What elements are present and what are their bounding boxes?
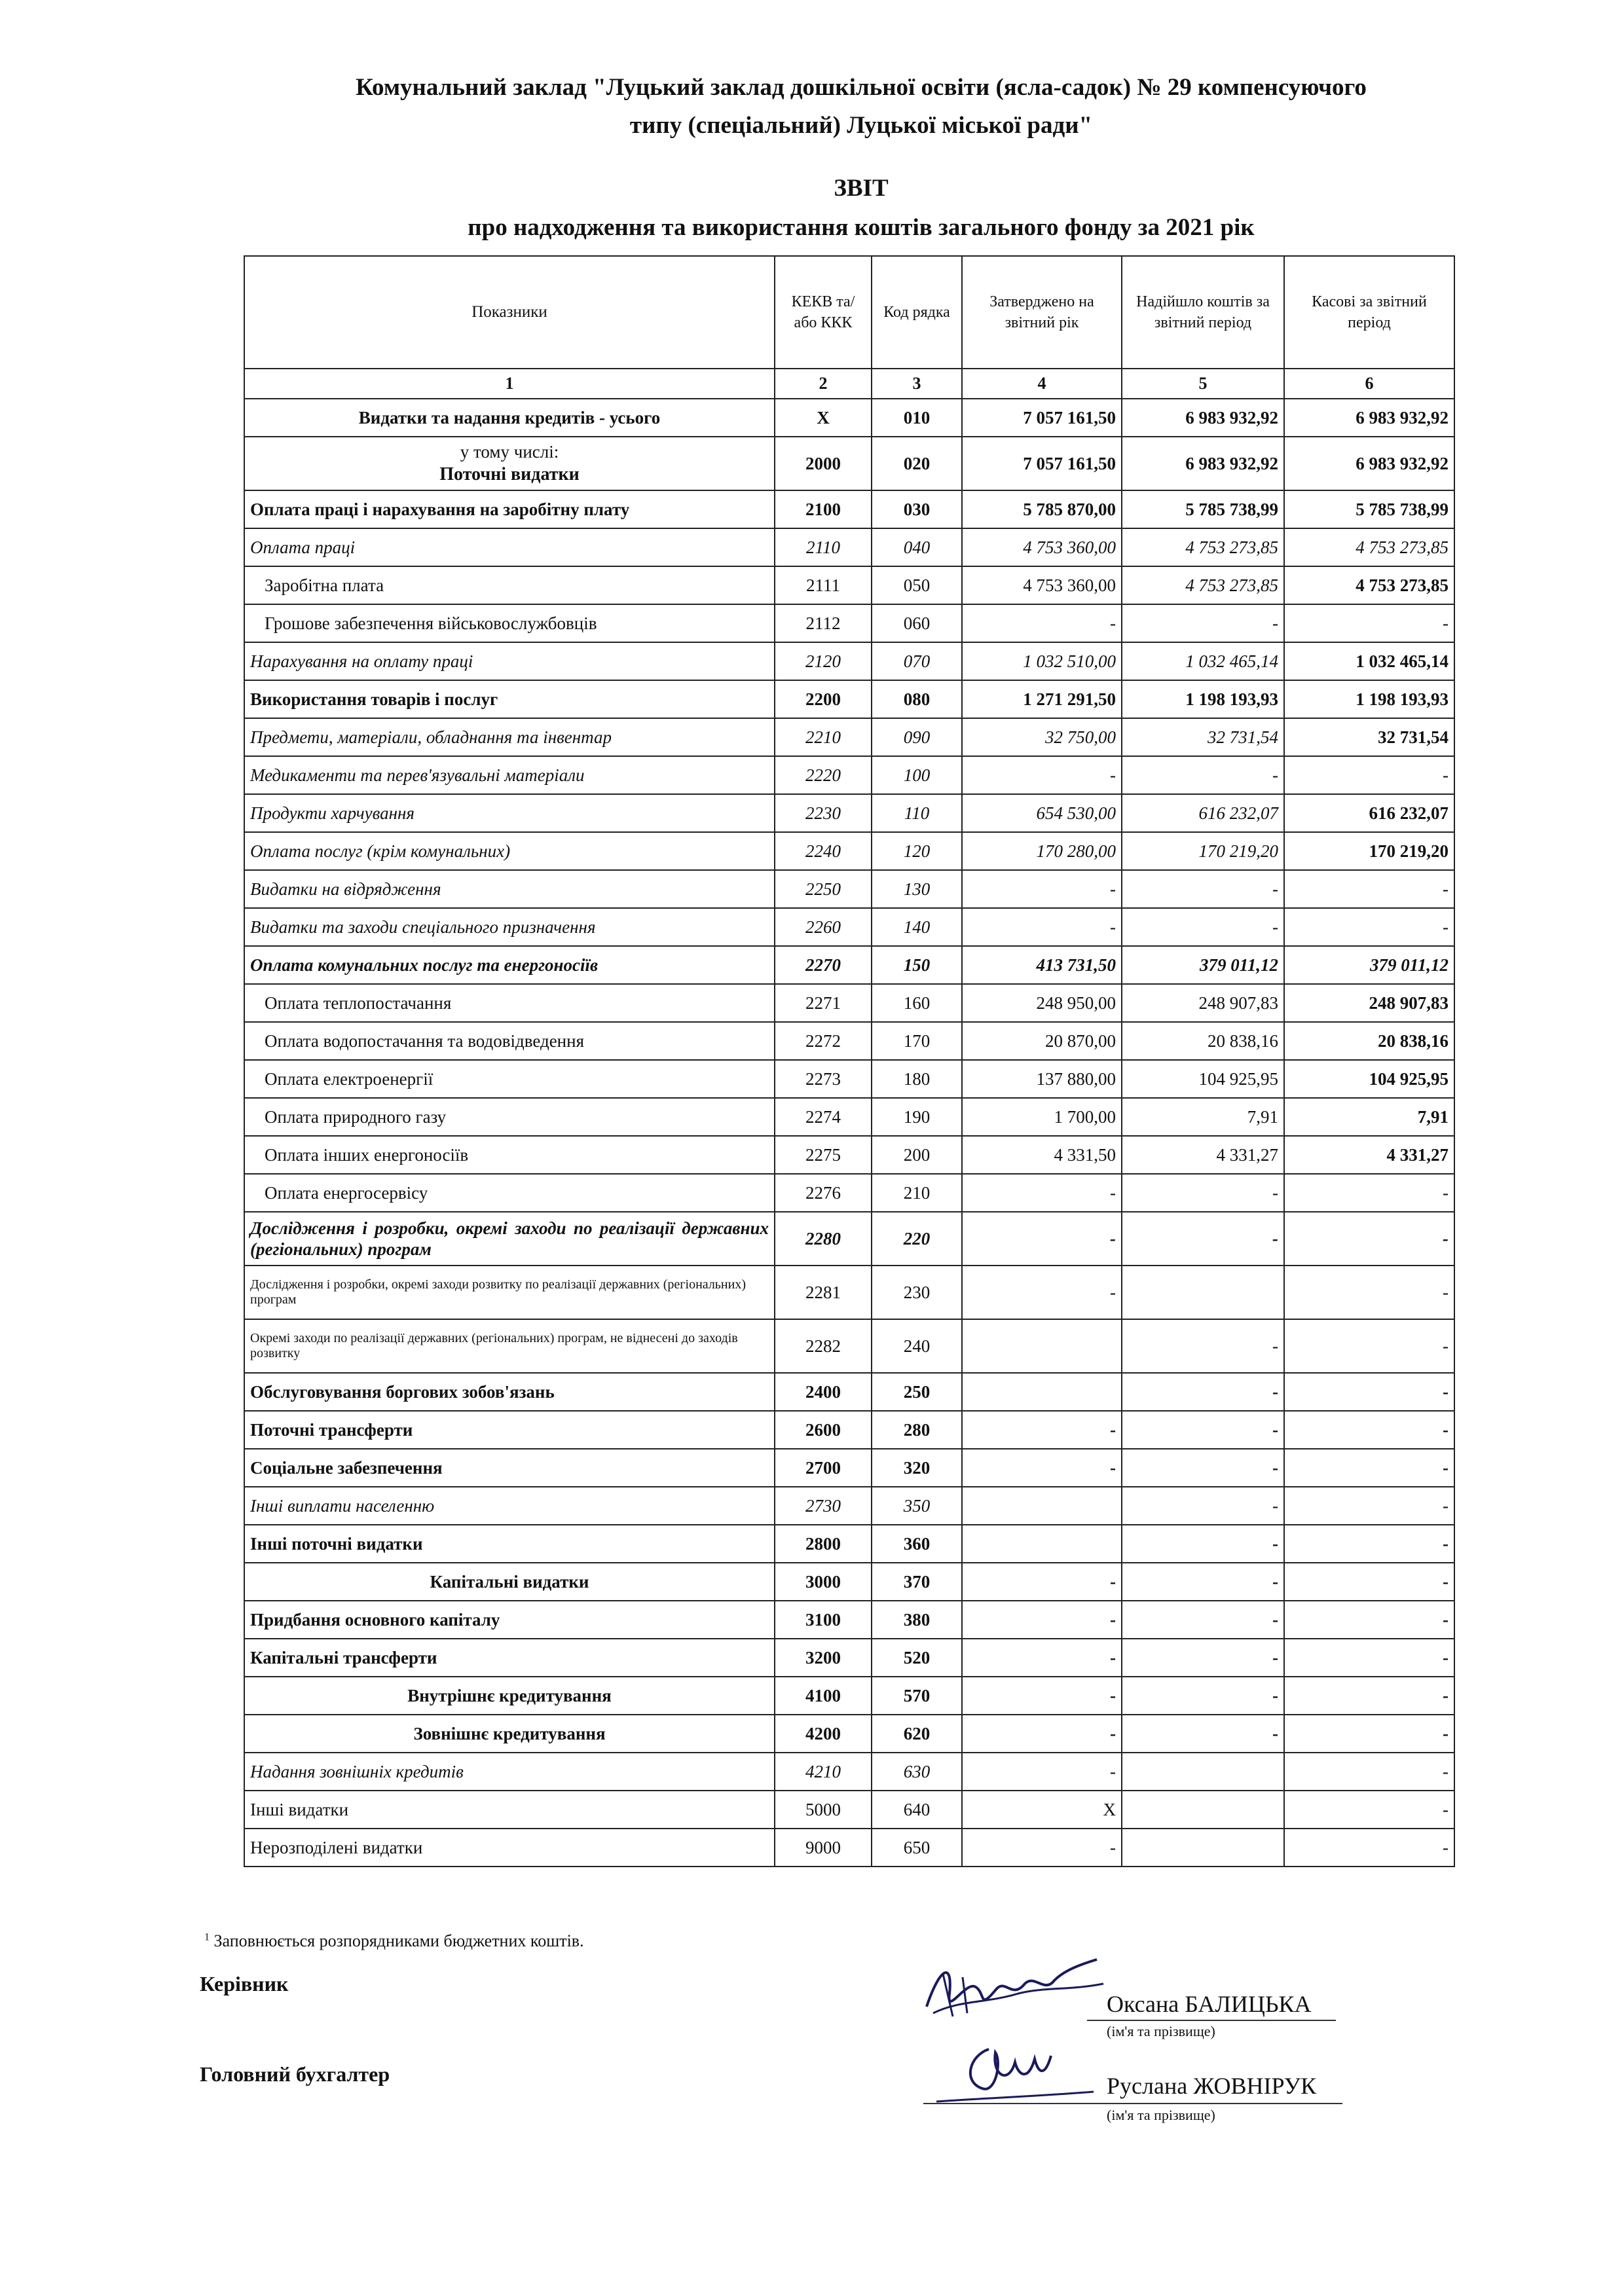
row-code: 070 xyxy=(872,642,962,680)
row-approved: 5 785 870,00 xyxy=(962,490,1122,528)
row-cash: 1 198 193,93 xyxy=(1284,680,1454,718)
row-code: 060 xyxy=(872,604,962,642)
row-code: 090 xyxy=(872,718,962,756)
row-kekv: 2200 xyxy=(775,680,872,718)
row-kekv: 2282 xyxy=(775,1319,872,1373)
accountant-signature-line xyxy=(923,2103,1342,2104)
row-received: 7,91 xyxy=(1122,1098,1284,1136)
column-number: 2 xyxy=(775,369,872,399)
row-received: 4 753 273,85 xyxy=(1122,528,1284,566)
row-received: - xyxy=(1122,1715,1284,1753)
row-approved: 1 271 291,50 xyxy=(962,680,1122,718)
row-received: 170 219,20 xyxy=(1122,832,1284,870)
row-received: - xyxy=(1122,1601,1284,1639)
row-cash: - xyxy=(1284,1639,1454,1677)
row-code: 040 xyxy=(872,528,962,566)
row-approved: - xyxy=(962,1639,1122,1677)
table-row xyxy=(244,490,1454,528)
row-kekv: 2600 xyxy=(775,1411,872,1449)
table-row xyxy=(244,642,1454,680)
row-code: 240 xyxy=(872,1319,962,1373)
row-code: 630 xyxy=(872,1753,962,1791)
row-received: - xyxy=(1122,1563,1284,1601)
table-row xyxy=(244,1136,1454,1174)
footnote-mark: 1 xyxy=(204,1931,210,1943)
row-received: 20 838,16 xyxy=(1122,1022,1284,1060)
row-cash: - xyxy=(1284,1715,1454,1753)
row-approved: - xyxy=(962,1411,1122,1449)
row-kekv: 2250 xyxy=(775,870,872,908)
row-kekv: 2700 xyxy=(775,1449,872,1487)
table-row xyxy=(244,1639,1454,1677)
row-label-prefix: у тому числі: xyxy=(460,441,559,462)
row-code: 190 xyxy=(872,1098,962,1136)
accountant-name: Руслана ЖОВНІРУК xyxy=(1107,2073,1317,2099)
row-approved: 137 880,00 xyxy=(962,1060,1122,1098)
row-label: Оплата послуг (крім комунальних) xyxy=(244,832,775,870)
table-row xyxy=(244,1060,1454,1098)
row-code: 020 xyxy=(872,437,962,490)
row-received: 379 011,12 xyxy=(1122,946,1284,984)
table-row xyxy=(244,946,1454,984)
row-received xyxy=(1122,1753,1284,1791)
row-kekv: Х xyxy=(775,399,872,437)
row-cash: 4 753 273,85 xyxy=(1284,528,1454,566)
row-code: 010 xyxy=(872,399,962,437)
row-received: 32 731,54 xyxy=(1122,718,1284,756)
row-approved: - xyxy=(962,1677,1122,1715)
table-row xyxy=(244,1449,1454,1487)
row-label: Капітальні трансферти xyxy=(244,1639,775,1677)
row-kekv: 2273 xyxy=(775,1060,872,1098)
row-code: 640 xyxy=(872,1791,962,1829)
row-code: 200 xyxy=(872,1136,962,1174)
row-kekv: 2112 xyxy=(775,604,872,642)
row-cash: - xyxy=(1284,1563,1454,1601)
row-received: - xyxy=(1122,1449,1284,1487)
row-code: 100 xyxy=(872,756,962,794)
row-cash: 170 219,20 xyxy=(1284,832,1454,870)
row-code: 320 xyxy=(872,1449,962,1487)
row-code: 220 xyxy=(872,1212,962,1266)
row-kekv: 2280 xyxy=(775,1212,872,1266)
row-received: - xyxy=(1122,908,1284,946)
row-cash: - xyxy=(1284,1266,1454,1319)
table-row xyxy=(244,1212,1454,1266)
row-kekv: 2270 xyxy=(775,946,872,984)
table-row xyxy=(244,908,1454,946)
footnote-text: Заповнюється розпорядниками бюджетних коштів. xyxy=(213,1931,584,1950)
row-cash: 20 838,16 xyxy=(1284,1022,1454,1060)
table-row xyxy=(244,1022,1454,1060)
row-received: 248 907,83 xyxy=(1122,984,1284,1022)
row-cash: - xyxy=(1284,1525,1454,1563)
row-approved: 1 700,00 xyxy=(962,1098,1122,1136)
row-received xyxy=(1122,1791,1284,1829)
row-cash: - xyxy=(1284,1449,1454,1487)
table-row xyxy=(244,756,1454,794)
row-cash: 616 232,07 xyxy=(1284,794,1454,832)
row-cash: - xyxy=(1284,1212,1454,1266)
row-label: Інші поточні видатки xyxy=(244,1525,775,1563)
row-received: 5 785 738,99 xyxy=(1122,490,1284,528)
row-received: 6 983 932,92 xyxy=(1122,399,1284,437)
row-approved: 170 280,00 xyxy=(962,832,1122,870)
column-number: 6 xyxy=(1284,369,1454,399)
org-name-line1: Комунальний заклад "Луцький заклад дошкільної освіти (ясла-садок) № 29 компенсуючого xyxy=(356,74,1367,101)
row-label: Інші виплати населенню xyxy=(244,1487,775,1525)
row-label: Використання товарів і послуг xyxy=(244,680,775,718)
row-cash: 6 983 932,92 xyxy=(1284,399,1454,437)
row-received: 6 983 932,92 xyxy=(1122,437,1284,490)
row-cash: 4 331,27 xyxy=(1284,1136,1454,1174)
report-table xyxy=(244,255,1455,1867)
row-label: Продукти харчування xyxy=(244,794,775,832)
row-received: - xyxy=(1122,1174,1284,1212)
table-row xyxy=(244,1319,1454,1373)
row-approved: - xyxy=(962,1601,1122,1639)
accountant-role: Головний бухгалтер xyxy=(200,2062,390,2086)
table-header-row xyxy=(244,256,1454,369)
row-cash: 1 032 465,14 xyxy=(1284,642,1454,680)
table-row xyxy=(244,604,1454,642)
column-header: Затверджено на звітний рік xyxy=(962,256,1122,369)
table-row xyxy=(244,1266,1454,1319)
row-kekv: 2100 xyxy=(775,490,872,528)
table-row xyxy=(244,832,1454,870)
row-received: 4 331,27 xyxy=(1122,1136,1284,1174)
column-header: Код рядка xyxy=(872,256,962,369)
table-row xyxy=(244,718,1454,756)
row-received xyxy=(1122,1266,1284,1319)
row-label: Видатки на відрядження xyxy=(244,870,775,908)
row-code: 210 xyxy=(872,1174,962,1212)
row-approved: 4 753 360,00 xyxy=(962,528,1122,566)
row-label: Грошове забезпечення військовослужбовців xyxy=(244,604,775,642)
row-approved: 7 057 161,50 xyxy=(962,399,1122,437)
row-approved: - xyxy=(962,870,1122,908)
row-received: 1 032 465,14 xyxy=(1122,642,1284,680)
row-label: Поточні трансферти xyxy=(244,1411,775,1449)
accountant-name-hint: (ім'я та прізвище) xyxy=(1107,2107,1215,2123)
row-cash: 7,91 xyxy=(1284,1098,1454,1136)
row-code: 120 xyxy=(872,832,962,870)
row-label: Видатки та надання кредитів - усього xyxy=(244,399,775,437)
row-kekv: 2400 xyxy=(775,1373,872,1411)
row-cash: - xyxy=(1284,1829,1454,1867)
row-cash: - xyxy=(1284,1174,1454,1212)
table-row xyxy=(244,1791,1454,1829)
row-cash: 379 011,12 xyxy=(1284,946,1454,984)
row-approved: - xyxy=(962,908,1122,946)
row-cash: 104 925,95 xyxy=(1284,1060,1454,1098)
row-kekv: 3000 xyxy=(775,1563,872,1601)
row-kekv: 2274 xyxy=(775,1098,872,1136)
row-label: Медикаменти та перев'язувальні матеріали xyxy=(244,756,775,794)
row-code: 030 xyxy=(872,490,962,528)
table-row xyxy=(244,437,1454,490)
row-kekv: 2281 xyxy=(775,1266,872,1319)
row-kekv: 2730 xyxy=(775,1487,872,1525)
row-code: 170 xyxy=(872,1022,962,1060)
table-row xyxy=(244,1753,1454,1791)
table-row xyxy=(244,1373,1454,1411)
row-label: Придбання основного капіталу xyxy=(244,1601,775,1639)
row-label: Поточні видатки xyxy=(439,464,580,485)
head-name: Оксана БАЛИЦЬКА xyxy=(1107,1991,1312,2017)
row-cash: - xyxy=(1284,756,1454,794)
row-cash: - xyxy=(1284,908,1454,946)
column-number: 4 xyxy=(962,369,1122,399)
row-received: 4 753 273,85 xyxy=(1122,566,1284,604)
column-number: 1 xyxy=(244,369,775,399)
row-code: 110 xyxy=(872,794,962,832)
row-approved: 413 731,50 xyxy=(962,946,1122,984)
table-row xyxy=(244,1829,1454,1867)
row-kekv: 2210 xyxy=(775,718,872,756)
report-subtitle: про надходження та використання коштів загального фонду за 2021 рік xyxy=(468,214,1255,241)
table-row xyxy=(244,528,1454,566)
table-row xyxy=(244,794,1454,832)
row-label: Дослідження і розробки, окремі заходи по реалізації державних (регіональних) програм xyxy=(244,1212,775,1266)
row-approved xyxy=(962,1487,1122,1525)
row-label: Оплата водопостачання та водовідведення xyxy=(244,1022,775,1060)
row-approved: - xyxy=(962,1449,1122,1487)
row-label: Нарахування на оплату праці xyxy=(244,642,775,680)
row-received: - xyxy=(1122,1487,1284,1525)
row-kekv: 4210 xyxy=(775,1753,872,1791)
head-name-hint: (ім'я та прізвище) xyxy=(1107,2023,1215,2039)
row-cash: - xyxy=(1284,1319,1454,1373)
row-code: 380 xyxy=(872,1601,962,1639)
table-row xyxy=(244,1487,1454,1525)
row-kekv: 2271 xyxy=(775,984,872,1022)
row-label: Капітальні видатки xyxy=(244,1563,775,1601)
column-header: Надійшло коштів за звітний період xyxy=(1122,256,1284,369)
row-received: 1 198 193,93 xyxy=(1122,680,1284,718)
row-label: Надання зовнішніх кредитів xyxy=(244,1753,775,1791)
row-approved: - xyxy=(962,1563,1122,1601)
row-label: Оплата праці xyxy=(244,528,775,566)
row-label: Оплата інших енергоносіїв xyxy=(244,1136,775,1174)
row-approved: - xyxy=(962,1212,1122,1266)
row-code: 130 xyxy=(872,870,962,908)
row-kekv: 4100 xyxy=(775,1677,872,1715)
table-row xyxy=(244,566,1454,604)
footnote xyxy=(204,1931,584,1951)
row-kekv: 2240 xyxy=(775,832,872,870)
row-label: Оплата енергосервісу xyxy=(244,1174,775,1212)
row-cash: - xyxy=(1284,604,1454,642)
row-received: 104 925,95 xyxy=(1122,1060,1284,1098)
row-approved: Х xyxy=(962,1791,1122,1829)
row-received: - xyxy=(1122,756,1284,794)
row-code: 050 xyxy=(872,566,962,604)
row-label: Оплата природного газу xyxy=(244,1098,775,1136)
column-number: 3 xyxy=(872,369,962,399)
row-received: - xyxy=(1122,1525,1284,1563)
table-row xyxy=(244,984,1454,1022)
row-cash: - xyxy=(1284,1487,1454,1525)
row-received xyxy=(1122,1829,1284,1867)
table-row xyxy=(244,1601,1454,1639)
row-kekv: 3200 xyxy=(775,1639,872,1677)
row-approved: 248 950,00 xyxy=(962,984,1122,1022)
row-code: 360 xyxy=(872,1525,962,1563)
row-kekv: 2110 xyxy=(775,528,872,566)
row-kekv: 2276 xyxy=(775,1174,872,1212)
row-kekv: 9000 xyxy=(775,1829,872,1867)
table-row xyxy=(244,1174,1454,1212)
column-header: Показники xyxy=(244,256,775,369)
row-label: Оплата комунальних послуг та енергоносіїв xyxy=(244,946,775,984)
org-name-line2: типу (спеціальний) Луцької міської ради" xyxy=(629,112,1093,139)
row-cash: 4 753 273,85 xyxy=(1284,566,1454,604)
row-cash: - xyxy=(1284,1601,1454,1639)
row-approved: - xyxy=(962,1829,1122,1867)
row-code: 650 xyxy=(872,1829,962,1867)
row-label: Дослідження і розробки, окремі заходи розвитку по реалізації державних (регіональних) програм xyxy=(244,1266,775,1319)
row-cash: - xyxy=(1284,1791,1454,1829)
row-cash: - xyxy=(1284,1753,1454,1791)
row-approved: - xyxy=(962,1753,1122,1791)
row-approved: - xyxy=(962,756,1122,794)
row-code: 570 xyxy=(872,1677,962,1715)
row-label: Інші видатки xyxy=(244,1791,775,1829)
row-approved: 7 057 161,50 xyxy=(962,437,1122,490)
column-header: Касові за звітний період xyxy=(1284,256,1454,369)
row-label: Предмети, матеріали, обладнання та інвентар xyxy=(244,718,775,756)
row-code: 370 xyxy=(872,1563,962,1601)
row-kekv: 2111 xyxy=(775,566,872,604)
table-row xyxy=(244,399,1454,437)
row-cash: - xyxy=(1284,870,1454,908)
row-kekv: 2000 xyxy=(775,437,872,490)
table-row xyxy=(244,1563,1454,1601)
row-code: 250 xyxy=(872,1373,962,1411)
row-received: - xyxy=(1122,1677,1284,1715)
row-code: 160 xyxy=(872,984,962,1022)
head-role: Керівник xyxy=(200,1972,289,1995)
row-label-cell xyxy=(244,437,775,490)
row-approved xyxy=(962,1525,1122,1563)
row-kekv: 2800 xyxy=(775,1525,872,1563)
row-label: Оплата праці і нарахування на заробітну плату xyxy=(244,490,775,528)
row-kekv: 2272 xyxy=(775,1022,872,1060)
row-kekv: 2220 xyxy=(775,756,872,794)
row-approved: 1 032 510,00 xyxy=(962,642,1122,680)
row-label: Внутрішнє кредитування xyxy=(244,1677,775,1715)
row-code: 230 xyxy=(872,1266,962,1319)
row-code: 080 xyxy=(872,680,962,718)
row-received: - xyxy=(1122,1639,1284,1677)
row-received: - xyxy=(1122,1373,1284,1411)
row-approved: - xyxy=(962,1715,1122,1753)
row-label: Оплата електроенергії xyxy=(244,1060,775,1098)
row-label: Нерозподілені видатки xyxy=(244,1829,775,1867)
row-received: 616 232,07 xyxy=(1122,794,1284,832)
row-label: Окремі заходи по реалізації державних (регіональних) програм, не віднесені до заходів розвитку xyxy=(244,1319,775,1373)
row-approved: - xyxy=(962,1174,1122,1212)
row-kekv: 2120 xyxy=(775,642,872,680)
row-cash: 6 983 932,92 xyxy=(1284,437,1454,490)
row-kekv: 3100 xyxy=(775,1601,872,1639)
column-number: 5 xyxy=(1122,369,1284,399)
table-row xyxy=(244,680,1454,718)
row-code: 350 xyxy=(872,1487,962,1525)
row-received: - xyxy=(1122,1319,1284,1373)
row-label: Заробітна плата xyxy=(244,566,775,604)
row-approved: - xyxy=(962,1266,1122,1319)
row-code: 150 xyxy=(872,946,962,984)
head-signature xyxy=(913,1954,1110,2026)
table-row xyxy=(244,1411,1454,1449)
row-label: Обслуговування боргових зобов'язань xyxy=(244,1373,775,1411)
row-kekv: 4200 xyxy=(775,1715,872,1753)
head-signature-line xyxy=(1087,2020,1336,2021)
table-row xyxy=(244,1715,1454,1753)
row-approved: 4 753 360,00 xyxy=(962,566,1122,604)
row-approved xyxy=(962,1319,1122,1373)
row-code: 280 xyxy=(872,1411,962,1449)
row-kekv: 5000 xyxy=(775,1791,872,1829)
row-label: Видатки та заходи спеціального призначення xyxy=(244,908,775,946)
row-cash: 5 785 738,99 xyxy=(1284,490,1454,528)
row-kekv: 2260 xyxy=(775,908,872,946)
row-code: 180 xyxy=(872,1060,962,1098)
row-code: 140 xyxy=(872,908,962,946)
row-label: Зовнішнє кредитування xyxy=(244,1715,775,1753)
row-approved: - xyxy=(962,604,1122,642)
report-title: ЗВІТ xyxy=(834,175,889,202)
row-cash: - xyxy=(1284,1373,1454,1411)
column-header: КЕКВ та/або ККК xyxy=(775,256,872,369)
row-received: - xyxy=(1122,1411,1284,1449)
row-label: Соціальне забезпечення xyxy=(244,1449,775,1487)
row-approved xyxy=(962,1373,1122,1411)
row-cash: 248 907,83 xyxy=(1284,984,1454,1022)
row-code: 520 xyxy=(872,1639,962,1677)
row-approved: 32 750,00 xyxy=(962,718,1122,756)
row-received: - xyxy=(1122,604,1284,642)
table-row xyxy=(244,1677,1454,1715)
row-received: - xyxy=(1122,870,1284,908)
row-approved: 654 530,00 xyxy=(962,794,1122,832)
row-code: 620 xyxy=(872,1715,962,1753)
row-kekv: 2275 xyxy=(775,1136,872,1174)
row-approved: 4 331,50 xyxy=(962,1136,1122,1174)
row-approved: 20 870,00 xyxy=(962,1022,1122,1060)
row-cash: - xyxy=(1284,1677,1454,1715)
table-row xyxy=(244,1525,1454,1563)
table-row xyxy=(244,870,1454,908)
row-label: Оплата теплопостачання xyxy=(244,984,775,1022)
row-cash: - xyxy=(1284,1411,1454,1449)
row-received: - xyxy=(1122,1212,1284,1266)
table-row xyxy=(244,1098,1454,1136)
accountant-signature xyxy=(930,2036,1100,2108)
column-number-row xyxy=(244,369,1454,399)
row-kekv: 2230 xyxy=(775,794,872,832)
row-cash: 32 731,54 xyxy=(1284,718,1454,756)
